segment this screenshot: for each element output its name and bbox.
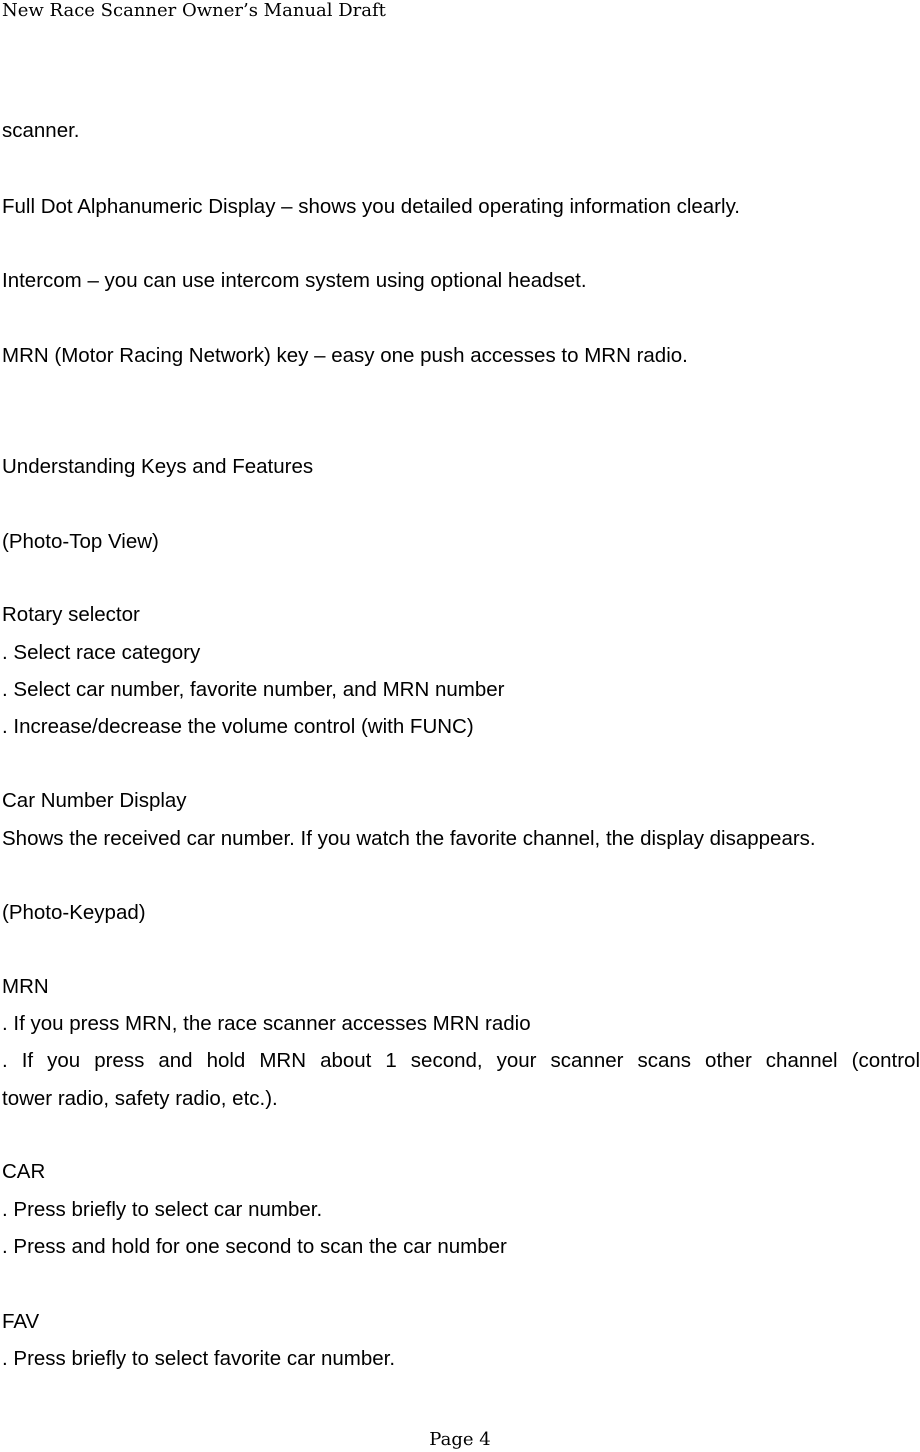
rotary-item: . Increase/decrease the volume control (with FUNC): [2, 715, 474, 738]
rotary-selector-title: Rotary selector: [2, 603, 140, 626]
rotary-item: . Select race category: [2, 641, 201, 664]
mrn-item: . If you press MRN, the race scanner accesses MRN radio: [2, 1012, 531, 1035]
document-header: New Race Scanner Owner’s Manual Draft: [2, 0, 386, 21]
mrn-key-title: MRN: [2, 975, 49, 998]
car-number-display-title: Car Number Display: [2, 789, 187, 812]
rotary-item: . Select car number, favorite number, and MRN number: [2, 678, 505, 701]
feature-mrn-text: MRN (Motor Racing Network) key – easy one push accesses to MRN radio.: [2, 344, 688, 367]
feature-intercom-text: Intercom – you can use intercom system using optional headset.: [2, 269, 587, 292]
mrn-item-continuation: tower radio, safety radio, etc.).: [2, 1087, 278, 1110]
car-number-display-desc: Shows the received car number. If you watch the favorite channel, the display disappears.: [2, 827, 816, 850]
car-item: . Press and hold for one second to scan the car number: [2, 1235, 507, 1258]
intro-tail-text: scanner.: [2, 119, 80, 142]
car-key-title: CAR: [2, 1160, 46, 1183]
photo-keypad-placeholder: (Photo-Keypad): [2, 901, 146, 924]
fav-key-title: FAV: [2, 1310, 40, 1333]
mrn-item-justified-line: . If you press and hold MRN about 1 second, your scanner scans other channel (control: [2, 1049, 920, 1072]
fav-item: . Press briefly to select favorite car number.: [2, 1347, 396, 1370]
page-number: Page 4: [429, 1429, 491, 1450]
car-item: . Press briefly to select car number.: [2, 1198, 323, 1221]
photo-top-placeholder: (Photo-Top View): [2, 530, 159, 553]
feature-display-text: Full Dot Alphanumeric Display – shows you detailed operating information clearly.: [2, 195, 740, 218]
section-title: Understanding Keys and Features: [2, 455, 314, 478]
